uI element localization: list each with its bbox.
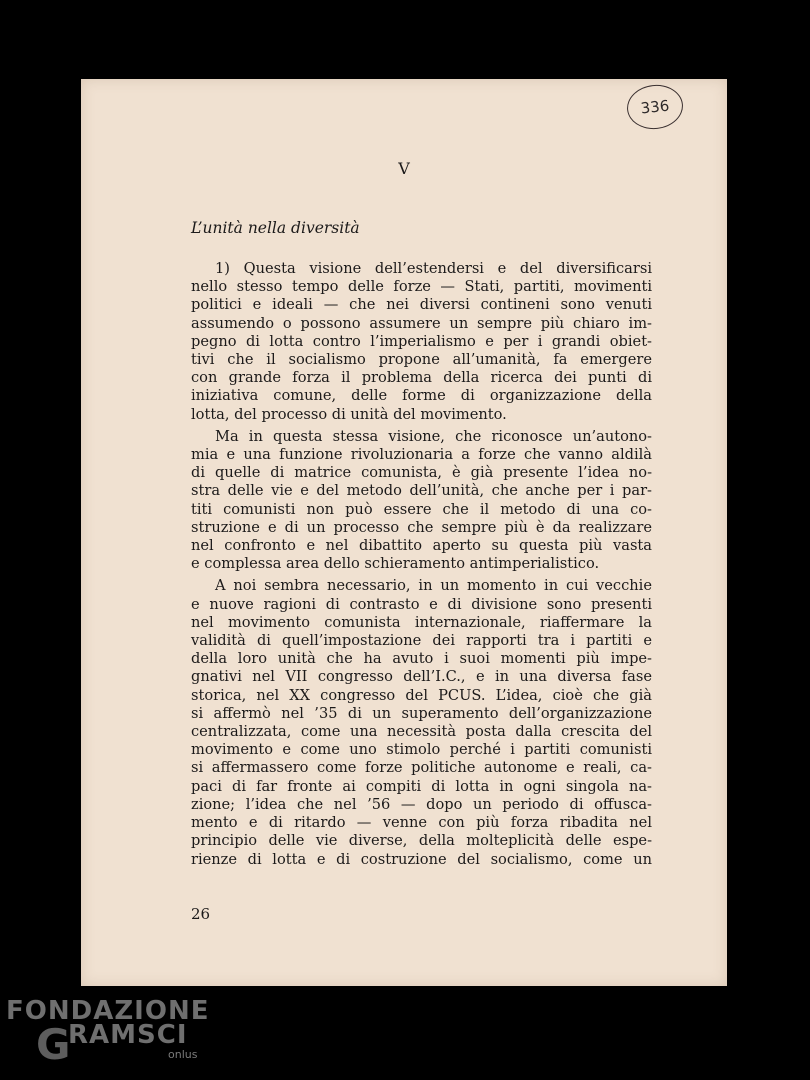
text-line: e nuove ragioni di contrasto e di divisione sono presenti — [191, 595, 652, 613]
text-line: 1) Questa visione dell’estendersi e del diversificarsi — [215, 260, 652, 277]
text-line: iniziativa comune, delle forme di organizzazione della — [191, 387, 652, 405]
text-line: zione; l’idea che nel ’56 — dopo un periodo di offusca- — [191, 795, 652, 813]
archive-number: 336 — [639, 96, 671, 118]
text-line: mento e di ritardo — venne con più forza ribadita nel — [191, 814, 652, 832]
text-line: mia e una funzione rivoluzionaria a forze che vanno aldilà — [191, 446, 652, 464]
text-line: stra delle vie e del metodo dell’unità, che anche per i par- — [191, 482, 652, 500]
page-number: 26 — [191, 905, 211, 923]
text-line: struzione e di un processo che sempre più è da realizzare — [191, 518, 652, 536]
text-line: A noi sembra necessario, in un momento in cui vecchie — [215, 577, 652, 595]
text-line: tivi che il socialismo propone all’umanità, fa emergere — [191, 351, 652, 369]
text-line: lotta, del processo di unità del movimento. — [191, 405, 507, 423]
text-line: titi comunisti non può essere che il metodo di una co- — [191, 500, 652, 518]
text-line: movimento e come uno stimolo perché i partiti comunisti — [191, 741, 652, 759]
logo-line2: RAMSCI — [68, 1020, 188, 1050]
archive-number-stamp — [625, 82, 685, 132]
text-line: nello stesso tempo delle forze — Stati, partiti, movimenti — [191, 278, 652, 296]
scanned-page — [81, 79, 727, 986]
logo-line1: FONDAZIONE — [6, 996, 210, 1026]
section-title: L’unità nella diversità — [191, 219, 360, 237]
text-line: storica, nel XX congresso del PCUS. L’idea, cioè che già — [191, 686, 652, 704]
text-line: di quelle di matrice comunista, è già presente l’idea no- — [191, 464, 652, 482]
text-line: principio delle vie diverse, della molteplicità delle espe- — [191, 832, 652, 850]
text-line: nel confronto e nel dibattito aperto su questa più vasta — [191, 537, 652, 555]
text-line: paci di far fronte ai compiti di lotta in ogni singola na- — [191, 777, 652, 795]
text-line: pegno di lotta contro l’imperialismo e per i grandi obiet- — [191, 332, 652, 350]
text-line: centralizzata, come una necessità posta dalla crescita del — [191, 723, 652, 741]
text-line: politici e ideali — che nei diversi contineni sono venuti — [191, 296, 652, 314]
fondazione-gramsci-logo — [6, 996, 210, 1076]
text-line: della loro unità che ha avuto i suoi momenti più impe- — [191, 650, 652, 668]
text-line: nel movimento comunista internazionale, riaffermare la — [191, 613, 652, 631]
text-line: assumendo o possono assumere un sempre più chiaro im- — [191, 314, 652, 332]
text-line: Ma in questa stessa visione, che riconosce un’autono- — [215, 427, 652, 445]
text-line: si affermassero come forze politiche autonome e reali, ca- — [191, 759, 652, 777]
body-text — [191, 260, 652, 869]
text-line: e complessa area dello schieramento antimperialistico. — [191, 555, 600, 573]
logo-tagline: onlus — [168, 1048, 198, 1061]
logo-g-letter: G — [36, 1020, 71, 1069]
text-line: si affermò nel ’35 di un superamento dell’organizzazione — [191, 704, 652, 722]
text-line: gnativi nel VII congresso dell’I.C., e in una diversa fase — [191, 668, 652, 686]
text-line: validità di quell’impostazione dei rapporti tra i partiti e — [191, 632, 652, 650]
text-line: con grande forza il problema della ricerca dei punti di — [191, 369, 652, 387]
chapter-numeral: V — [398, 159, 410, 178]
text-line: rienze di lotta e di costruzione del socialismo, come un — [191, 850, 652, 868]
